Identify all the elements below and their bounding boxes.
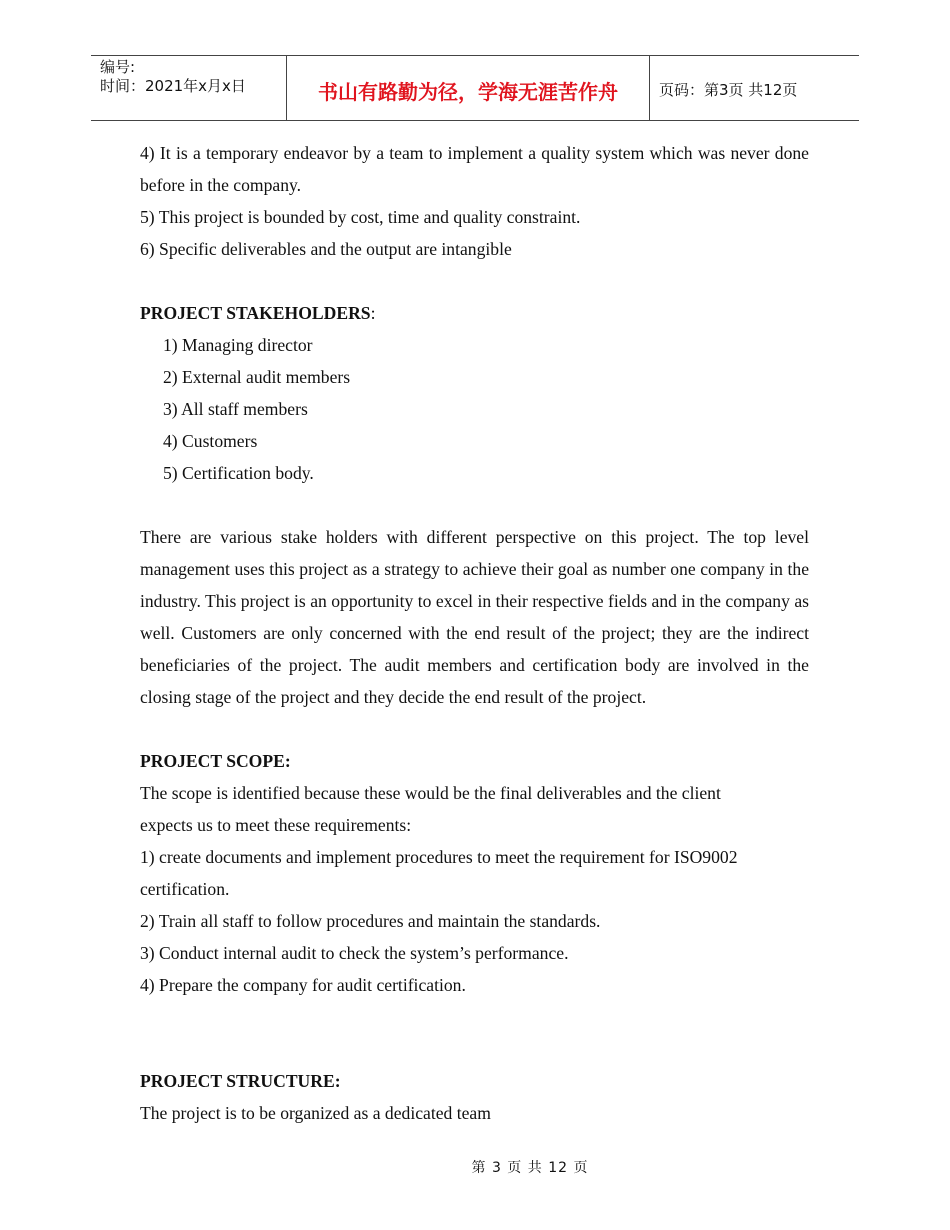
objective-item-4: 4) It is a temporary endeavor by a team to implement a quality system which was never done before in the company. <box>140 143 809 195</box>
stakeholder-item: 5) Certification body. <box>163 463 314 483</box>
scope-intro-line2: expects us to meet these requirements: <box>140 815 412 835</box>
structure-text: The project is to be organized as a dedicated team <box>140 1103 491 1123</box>
scope-intro-line1: The scope is identified because these would be the final deliverables and the client <box>140 783 721 803</box>
objective-item-5: 5) This project is bounded by cost, time and quality constraint. <box>140 207 581 227</box>
header-motto: 书山有路勤为径，学海无涯苦作舟 <box>287 56 650 120</box>
scope-item: 4) Prepare the company for audit certification. <box>140 975 466 995</box>
scope-item: 1) create documents and implement procedures to meet the requirement for ISO9002 certification. <box>140 847 738 899</box>
stakeholders-heading-line <box>140 297 809 329</box>
scope-heading: PROJECT SCOPE: <box>140 751 291 771</box>
header-page-info: 页码：第3页 共12页 <box>659 80 798 99</box>
stakeholders-heading-colon: : <box>370 303 376 323</box>
stakeholder-item: 4) Customers <box>163 431 258 451</box>
page-header <box>91 55 859 121</box>
stakeholders-heading: PROJECT STAKEHOLDERS <box>140 303 371 323</box>
header-meta <box>91 56 287 120</box>
objective-item-6: 6) Specific deliverables and the output are intangible <box>140 239 512 259</box>
stakeholders-paragraph: There are various stake holders with different perspective on this project. The top level management uses this project as a strategy to achieve their goal as number one company in the industry. This project is an opportunity to excel in their respective fields and in the company as well. Customers are only concerned with the end result of the project; they are the indirect beneficiaries of the project. The audit members and certification body are involved in the closing stage of the project and they decide the end result of the project. <box>140 527 809 707</box>
number-label: 编号: <box>100 58 136 76</box>
document-body <box>140 137 809 1129</box>
page-footer: 第 3 页 共 12 页 <box>471 1160 589 1176</box>
stakeholder-item: 2) External audit members <box>163 367 351 387</box>
scope-item: 3) Conduct internal audit to check the system’s performance. <box>140 943 569 963</box>
stakeholder-item: 1) Managing director <box>163 335 313 355</box>
scope-item: 2) Train all staff to follow procedures and maintain the standards. <box>140 911 601 931</box>
time-label: 时间：2021年x月x日 <box>100 77 246 95</box>
structure-heading: PROJECT STRUCTURE: <box>140 1071 341 1091</box>
stakeholder-item: 3) All staff members <box>163 399 308 419</box>
